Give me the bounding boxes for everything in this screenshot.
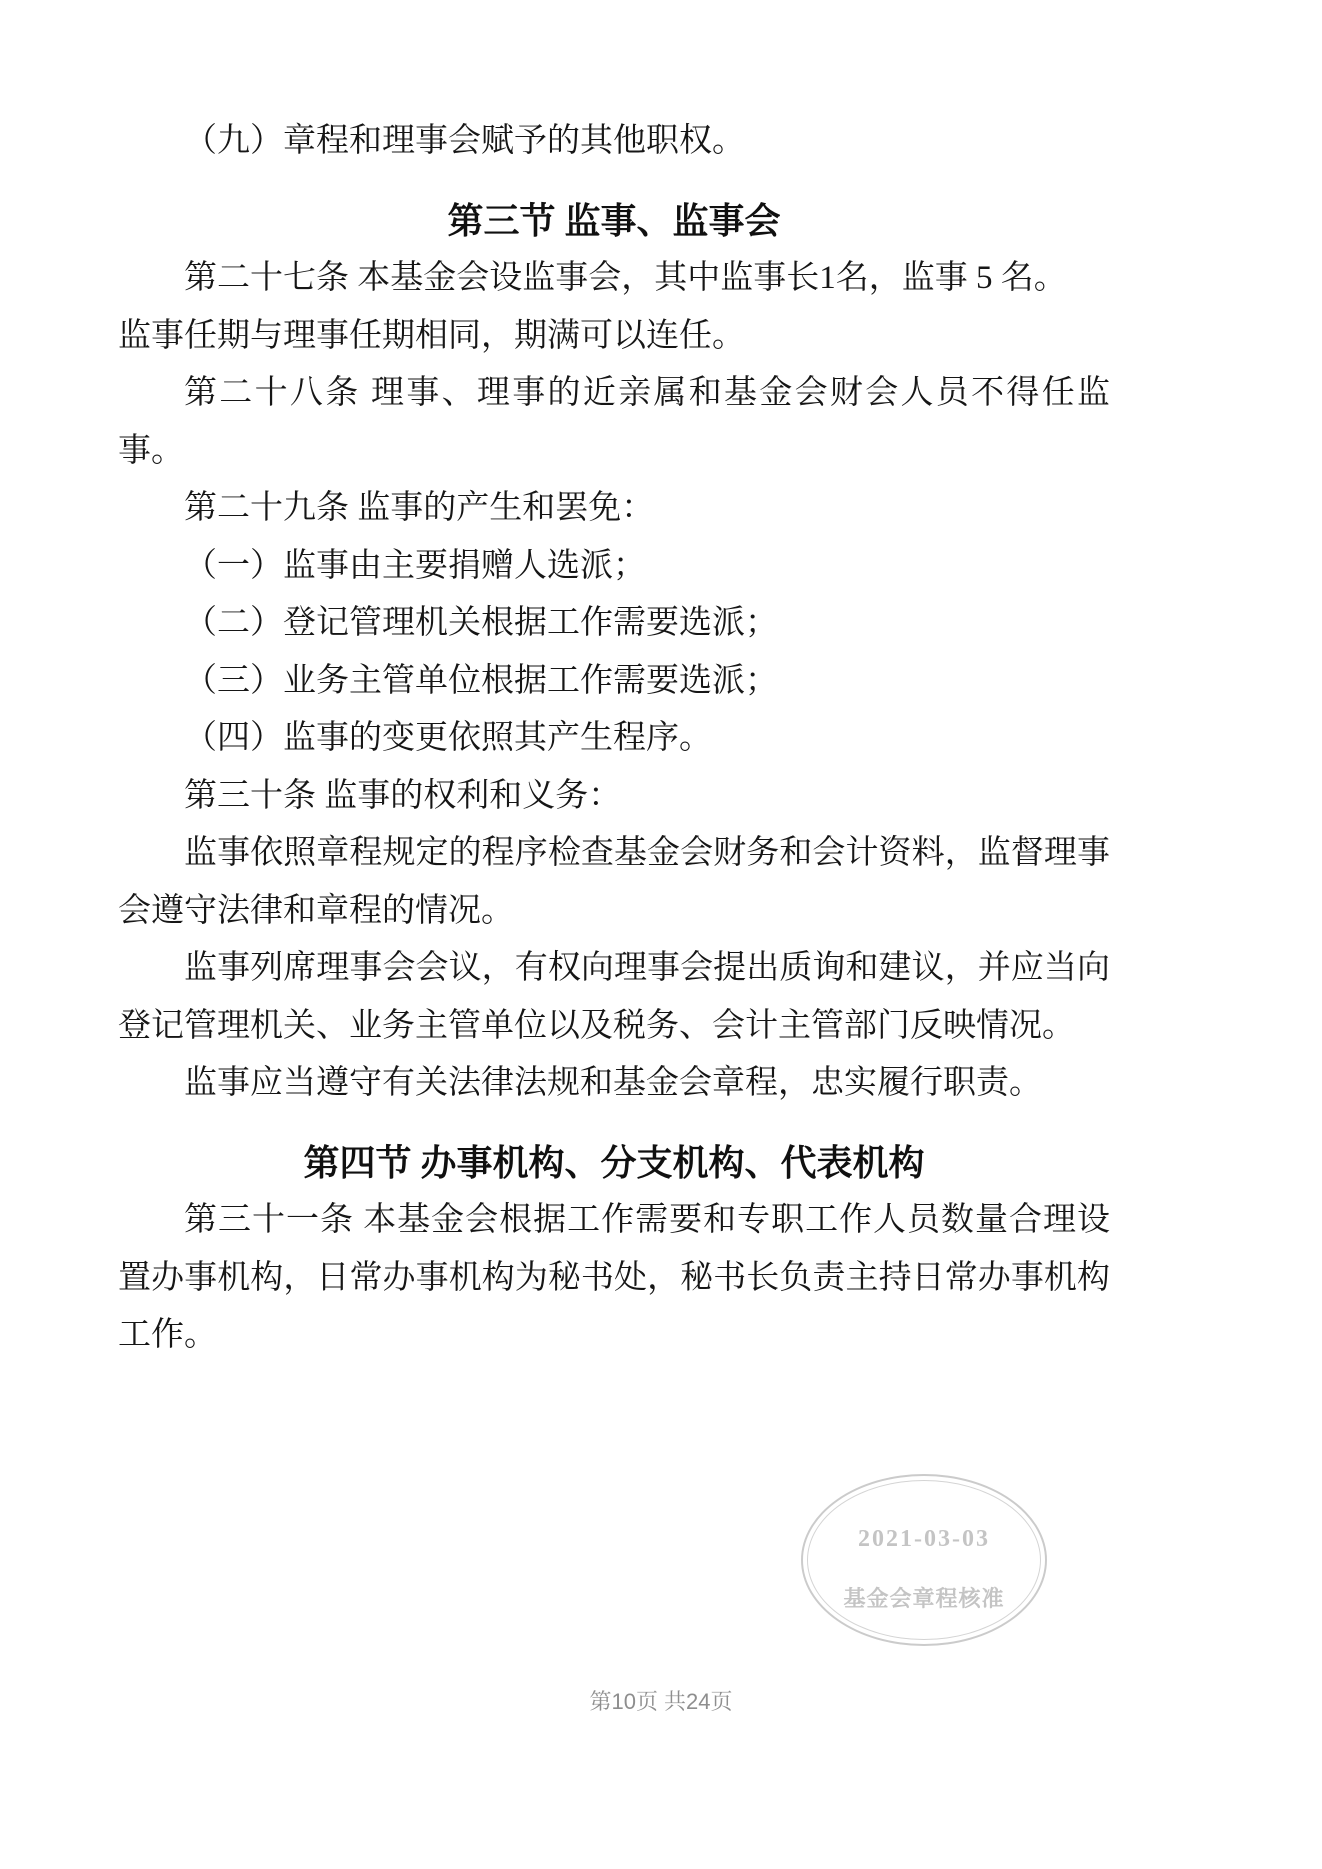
page-footer: 第10页 共24页: [589, 1689, 733, 1714]
text-line: 会遵守法律和章程的情况。: [118, 892, 514, 929]
text-line: 第三十条 监事的权利和义务：: [184, 777, 622, 814]
text-line: 工作。: [118, 1317, 217, 1353]
text-line: 第二十九条 监事的产生和罢免：: [184, 490, 655, 526]
approval-stamp: [801, 1474, 1047, 1646]
text-line: （二）登记管理机关根据工作需要选派；: [184, 605, 778, 641]
text-line: 置办事机构，日常办事机构为秘书处，秘书长负责主持日常办事机构: [118, 1259, 1110, 1296]
stamp-inner-ring: [807, 1480, 1041, 1640]
text-line: （一）监事由主要捐赠人选派；: [184, 547, 646, 584]
text-line: 监事任期与理事任期相同，期满可以连任。: [118, 317, 745, 354]
text-line: 第二十八条 理事、理事的近亲属和基金会财会人员不得任监: [184, 375, 1110, 411]
section-heading: 第四节 办事机构、分支机构、代表机构: [303, 1142, 925, 1183]
section-heading: 第三节 监事、监事会: [447, 200, 781, 241]
text-line: 监事依照章程规定的程序检查基金会财务和会计资料，监督理事: [184, 835, 1110, 871]
text-line: 第二十七条 本基金会设监事会，其中监事长1名，监事 5 名。: [184, 260, 1067, 296]
document-content: [118, 113, 1110, 1365]
text-line: 监事列席理事会会议，有权向理事会提出质询和建议，并应当向: [184, 950, 1110, 986]
text-line: （九）章程和理事会赋予的其他职权。: [184, 123, 745, 159]
text-line: 监事应当遵守有关法律法规和基金会章程，忠实履行职责。: [184, 1065, 1042, 1101]
text-line: （四）监事的变更依照其产生程序。: [184, 720, 712, 756]
text-line: 事。: [118, 432, 184, 469]
text-line: 第三十一条 本基金会根据工作需要和专职工作人员数量合理设: [184, 1202, 1110, 1238]
text-line: （三）业务主管单位根据工作需要选派；: [184, 662, 778, 699]
stamp-date: 2021-03-03: [858, 1526, 990, 1552]
text-line: 登记管理机关、业务主管单位以及税务、会计主管部门反映情况。: [118, 1007, 1075, 1044]
stamp-label: 基金会章程核准: [843, 1586, 1005, 1611]
